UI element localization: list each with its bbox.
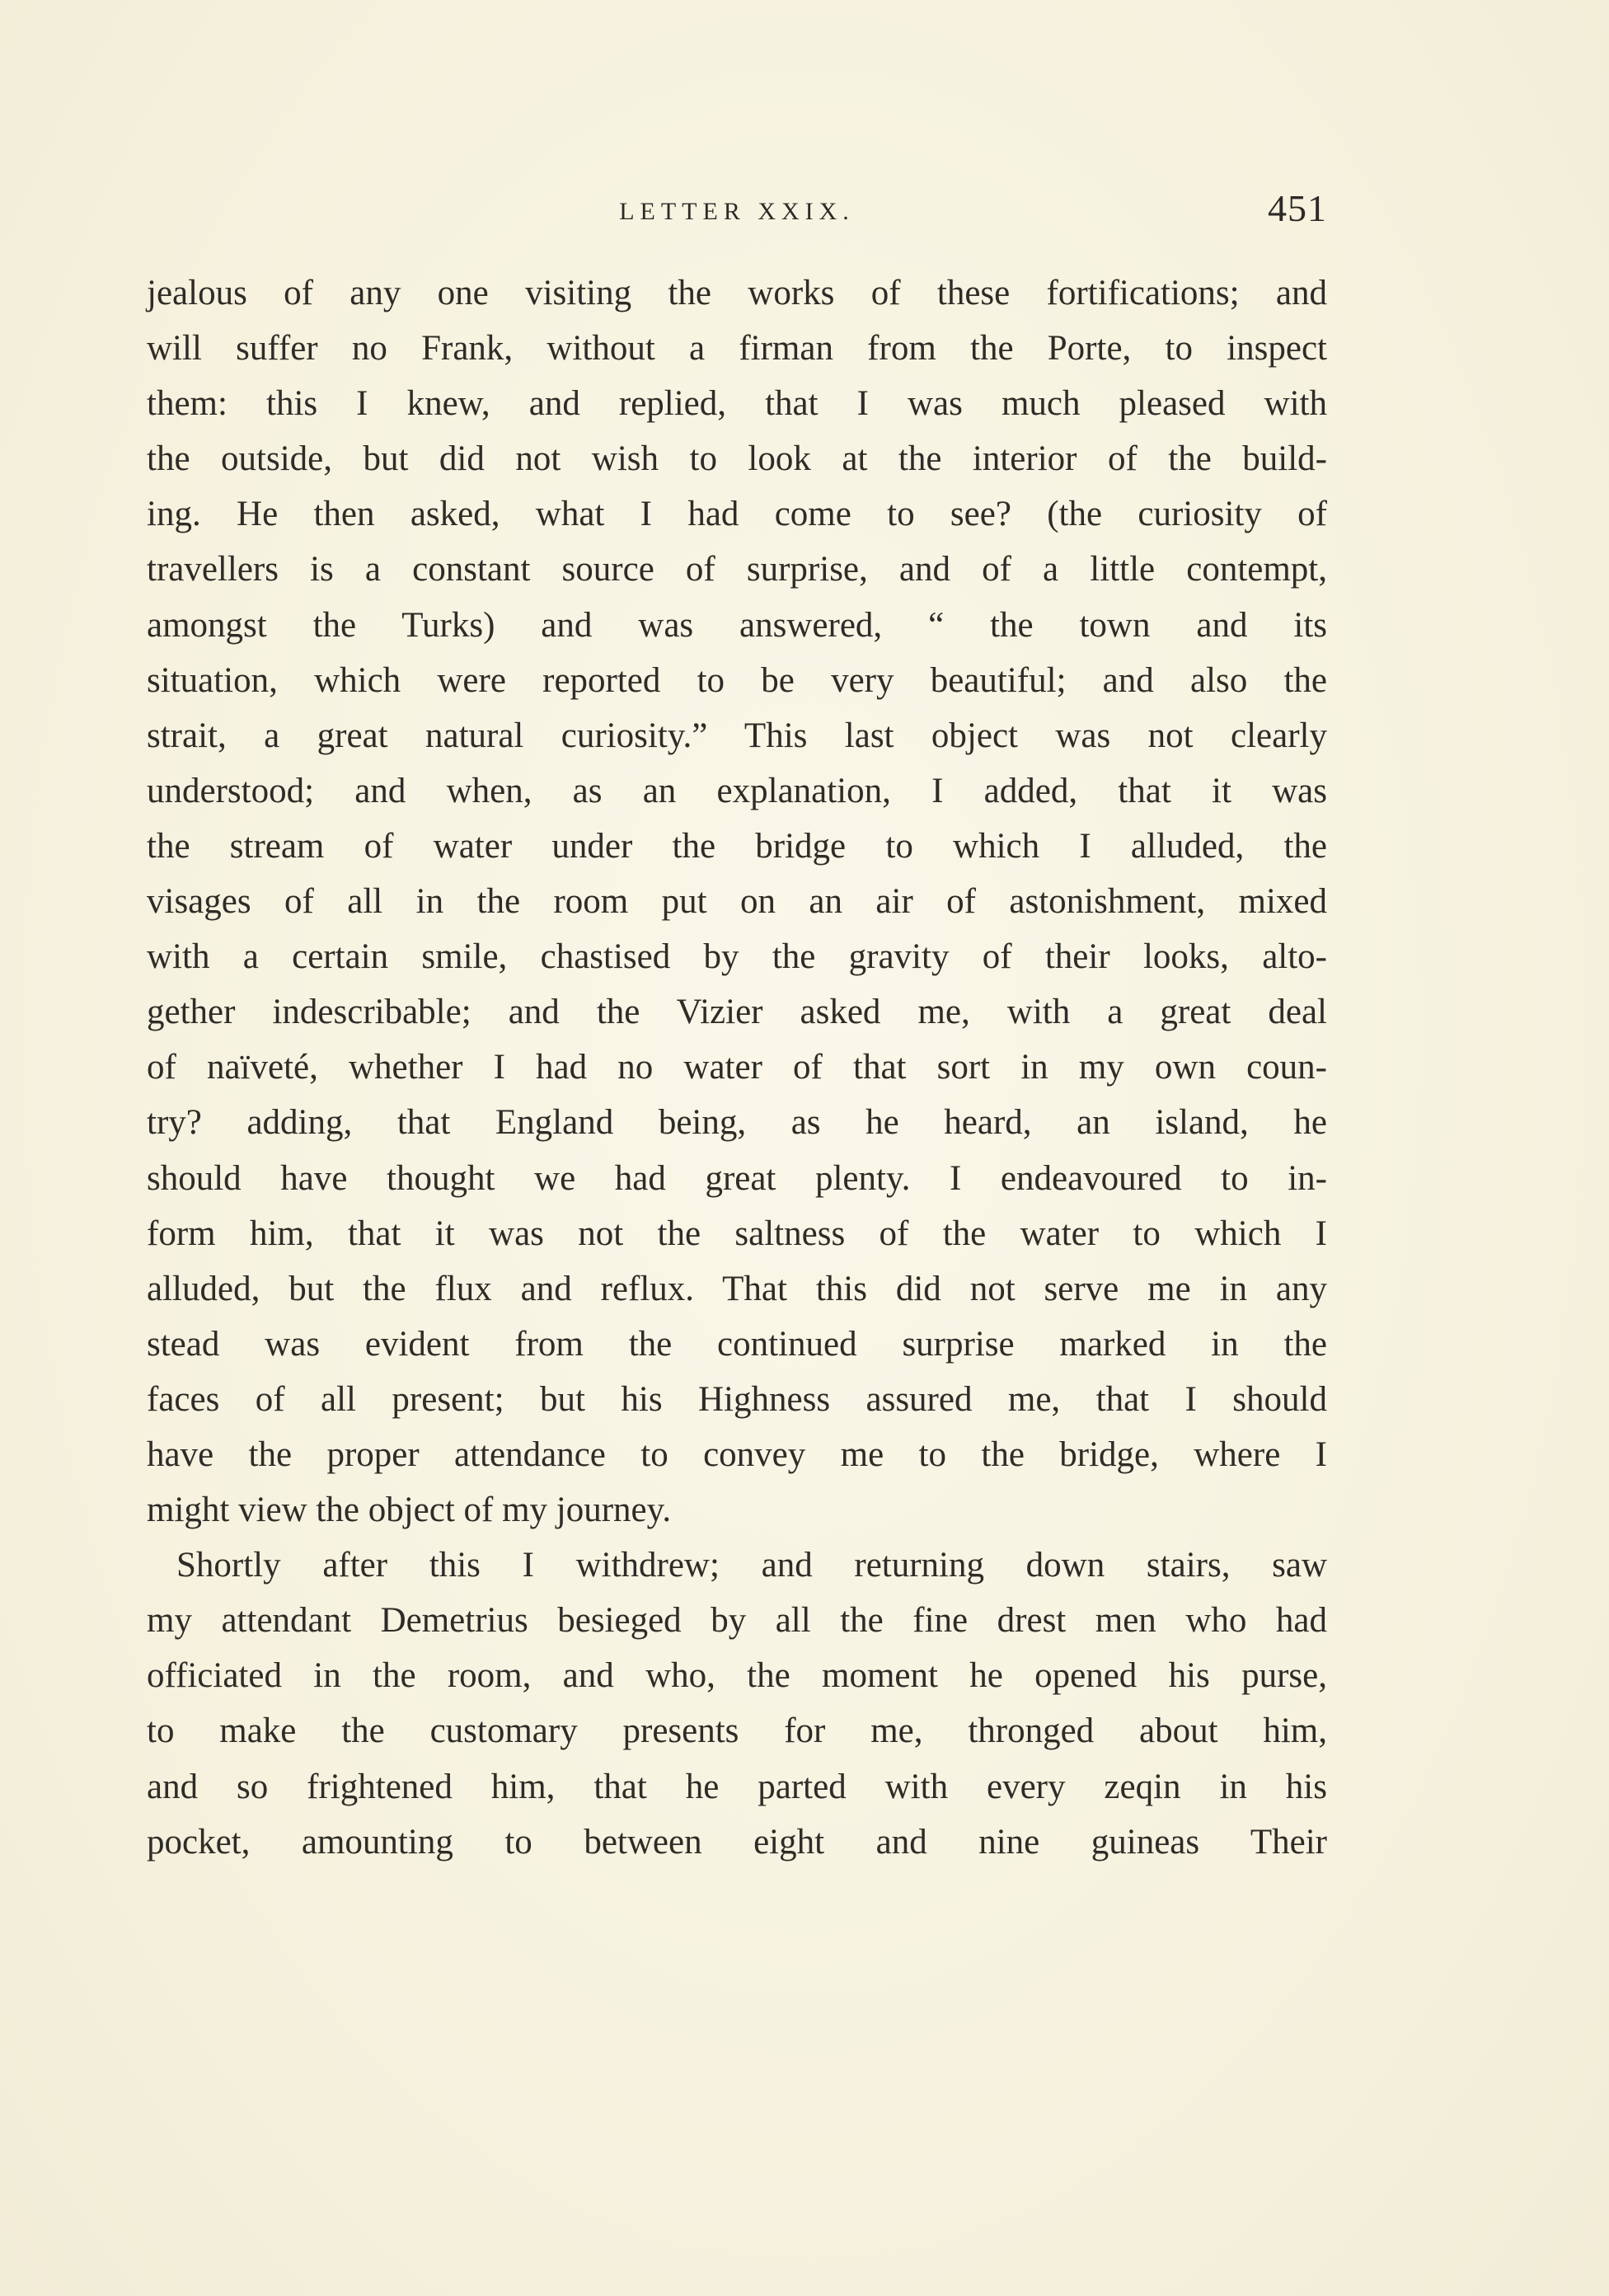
text-line: gether indescribable; and the Vizier asked me, with a great deal bbox=[147, 993, 1327, 1032]
text-line: and so frightened him, that he parted with every zeqin in his bbox=[147, 1767, 1327, 1806]
text-line: with a certain smile, chastised by the gravity of their looks, alto- bbox=[147, 937, 1327, 977]
text-line: form him, that it was not the saltness of the water to which I bbox=[147, 1214, 1327, 1253]
text-line: pocket, amounting to between eight and nine guineas Their bbox=[147, 1822, 1327, 1862]
text-line: visages of all in the room put on an air of astonishment, mixed bbox=[147, 882, 1327, 922]
text-line: to make the customary presents for me, thronged about him, bbox=[147, 1711, 1327, 1751]
text-line: my attendant Demetrius besieged by all the fine drest men who had bbox=[147, 1601, 1327, 1641]
text-line: alluded, but the flux and reflux. That this did not serve me in any bbox=[147, 1269, 1327, 1308]
text-line: jealous of any one visiting the works of these fortifications; and bbox=[147, 274, 1327, 312]
text-line: have the proper attendance to convey me to the bridge, where I bbox=[147, 1434, 1327, 1474]
paragraph-start-line: Shortly after this I withdrew; and returning down stairs, saw bbox=[176, 1546, 1327, 1585]
text-line: try? adding, that England being, as he heard, an island, he bbox=[147, 1103, 1327, 1143]
text-line: the stream of water under the bridge to which I alluded, the bbox=[147, 826, 1327, 866]
text-line: strait, a great natural curiosity.” This last object was not clearly bbox=[147, 716, 1327, 755]
body-text bbox=[147, 265, 1327, 1870]
text-line: the outside, but did not wish to look at the interior of the build- bbox=[147, 439, 1327, 479]
text-line: stead was evident from the continued surprise marked in the bbox=[147, 1324, 1327, 1364]
page-number: 451 bbox=[1268, 187, 1327, 229]
text-line: officiated in the room, and who, the moment he opened his purse, bbox=[147, 1656, 1327, 1696]
text-line: travellers is a constant source of surprise, and of a little contempt, bbox=[147, 550, 1327, 589]
text-line: should have thought we had great plenty. I endeavoured to in- bbox=[147, 1158, 1327, 1198]
text-line: them: this I knew, and replied, that I was much pleased with bbox=[147, 384, 1327, 424]
running-title: LETTER XXIX. bbox=[619, 198, 855, 225]
text-line: understood; and when, as an explanation, I added, that it was bbox=[147, 771, 1327, 810]
text-line: will suffer no Frank, without a firman from the Porte, to inspect bbox=[147, 329, 1327, 369]
text-line: situation, which were reported to be very beautiful; and also the bbox=[147, 660, 1327, 700]
paragraph-end-line: might view the object of my journey. bbox=[147, 1491, 672, 1530]
text-line: amongst the Turks) and was answered, “ the town and its bbox=[147, 605, 1327, 645]
running-head bbox=[147, 186, 1327, 244]
text-line: faces of all present; but his Highness assured me, that I should bbox=[147, 1379, 1327, 1419]
text-line: ing. He then asked, what I had come to see? (the curiosity of bbox=[147, 495, 1327, 534]
text-line: of naïveté, whether I had no water of that sort in my own coun- bbox=[147, 1048, 1327, 1087]
